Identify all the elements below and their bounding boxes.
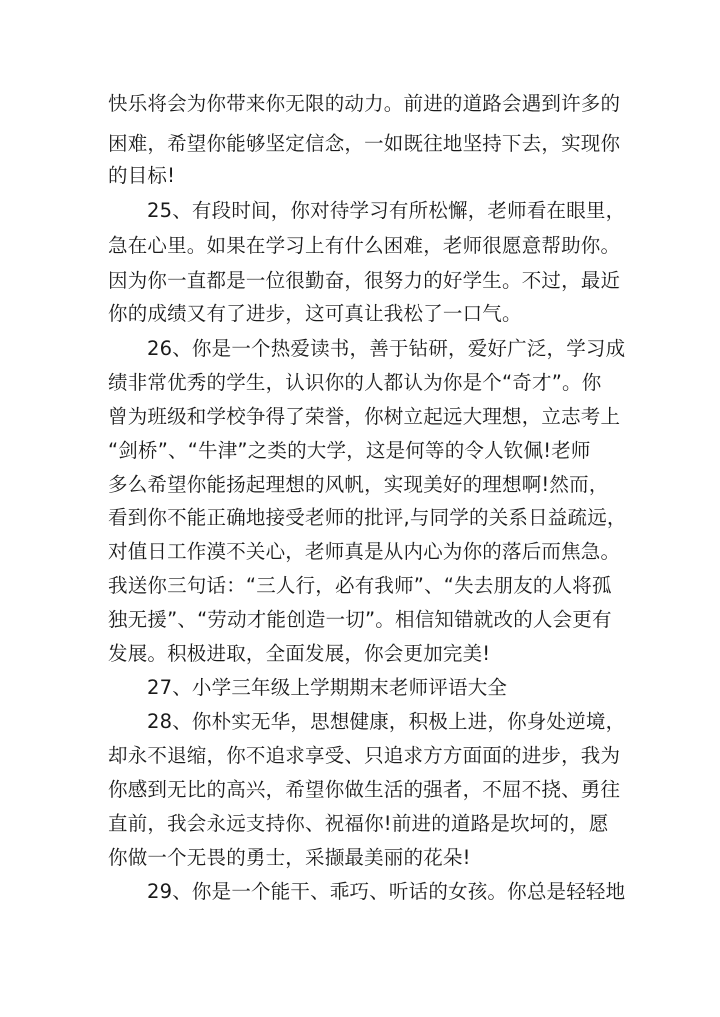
paragraph-26-line-1: 26、你是一个热爱读书，善于钻研，爱好广泛，学习成 (147, 337, 626, 360)
paragraph-28-line-4: 直前，我会永远支持你、祝福你!前进的道路是坎坷的，愿 (108, 812, 609, 835)
paragraph-26-line-7: 对值日工作漠不关心，老师真是从内心为你的落后而焦急。 (108, 540, 621, 563)
paragraph-28-line-5: 你做一个无畏的勇士，采撷最美丽的花朵! (108, 846, 471, 869)
paragraph-25-line-1: 25、有段时间，你对待学习有所松懈，老师看在眼里， (147, 199, 626, 222)
text-line-3: 的目标! (108, 164, 176, 187)
paragraph-26-line-3: 曾为班级和学校争得了荣誉，你树立起远大理想，立志考上 (108, 405, 621, 428)
paragraph-26-line-4: “剑桥”、“牛津”之类的大学，这是何等的令人钦佩!老师 (108, 439, 591, 462)
paragraph-29-line-1: 29、你是一个能干、乖巧、听话的女孩。你总是轻轻地 (147, 880, 626, 903)
paragraph-26-line-2: 绩非常优秀的学生，认识你的人都认为你是个“奇才”。你 (108, 371, 602, 394)
paragraph-28-line-3: 你感到无比的高兴，希望你做生活的强者，不屈不挠、勇往 (108, 778, 621, 801)
paragraph-28-line-1: 28、你朴实无华，思想健康，积极上进，你身处逆境， (147, 710, 626, 733)
paragraph-25-line-3: 因为你一直都是一位很勤奋，很努力的好学生。不过，最近 (108, 269, 621, 292)
paragraph-25-line-2: 急在心里。如果在学习上有什么困难，老师很愿意帮助你。 (108, 234, 621, 257)
paragraph-26-line-8: 我送你三句话：“三人行，必有我师”、“失去朋友的人将孤 (108, 574, 612, 597)
paragraph-28-line-2: 却永不退缩，你不追求享受、只追求方方面面的进步，我为 (108, 744, 621, 767)
paragraph-26-line-5: 多么希望你能扬起理想的风帆，实现美好的理想啊!然而， (108, 473, 609, 496)
paragraph-27-heading: 27、小学三年级上学期期末老师评语大全 (147, 676, 508, 699)
text-line-2: 困难，希望你能够坚定信念，一如既往地坚持下去，实现你 (108, 132, 621, 155)
paragraph-25-line-4: 你的成绩又有了进步，这可真让我松了一口气。 (108, 302, 522, 325)
paragraph-26-line-10: 发展。积极进取，全面发展，你会更加完美! (108, 642, 491, 665)
paragraph-26-line-6: 看到你不能正确地接受老师的批评,与同学的关系日益疏远， (108, 506, 627, 529)
text-line-1: 快乐将会为你带来你无限的动力。前进的道路会遇到许多的 (108, 92, 621, 115)
paragraph-26-line-9: 独无援”、“劳动才能创造一切”。相信知错就改的人会更有 (108, 608, 612, 631)
